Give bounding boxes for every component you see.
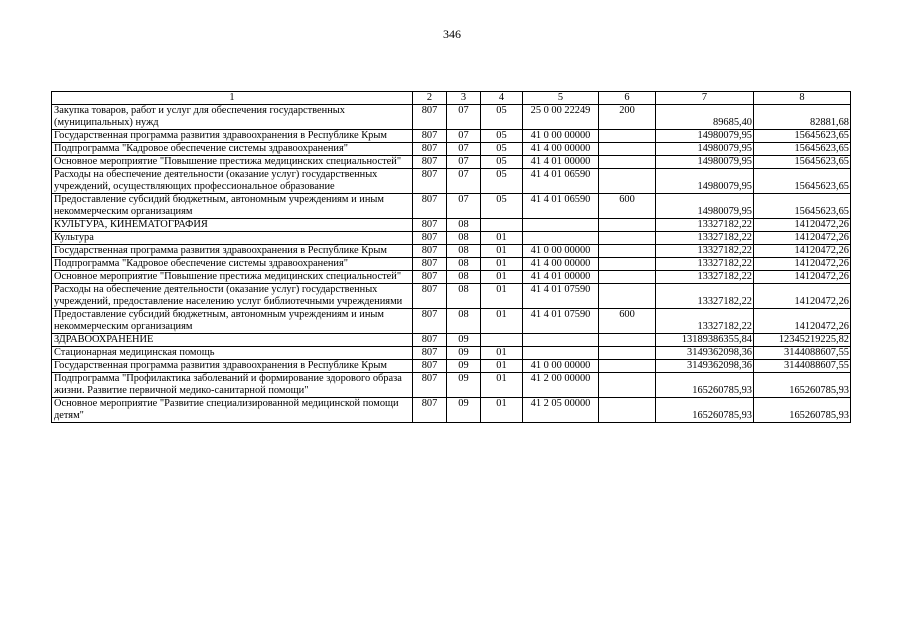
expense-type-cell: [599, 156, 656, 169]
section-cell: 07: [447, 143, 481, 156]
table-row: [52, 219, 851, 232]
expense-type-cell: [599, 347, 656, 360]
header-cell: 8: [754, 92, 851, 105]
amount-year2-cell: 15645623,65: [754, 130, 851, 143]
subsection-cell: 01: [481, 232, 523, 245]
code-cell: 807: [413, 143, 447, 156]
amount-year1-cell: 14980079,95: [656, 143, 754, 156]
amount-year2-cell: 12345219225,82: [754, 334, 851, 347]
section-cell: 08: [447, 219, 481, 232]
amount-year1-cell: 13327182,22: [656, 258, 754, 271]
table-row: [52, 373, 851, 398]
expense-type-cell: [599, 130, 656, 143]
row-name-cell: Государственная программа развития здравоохранения в Республике Крым: [52, 245, 413, 258]
expense-type-cell: 600: [599, 309, 656, 334]
code-cell: 807: [413, 232, 447, 245]
subsection-cell: 05: [481, 169, 523, 194]
amount-year2-cell: 14120472,26: [754, 271, 851, 284]
amount-year2-cell: 14120472,26: [754, 284, 851, 309]
amount-year1-cell: 13327182,22: [656, 232, 754, 245]
code-cell: 807: [413, 219, 447, 232]
expense-type-cell: [599, 258, 656, 271]
amount-year1-cell: 3149362098,36: [656, 360, 754, 373]
amount-year2-cell: 3144088607,55: [754, 347, 851, 360]
table-row: [52, 347, 851, 360]
expense-type-cell: [599, 232, 656, 245]
expense-type-cell: [599, 398, 656, 423]
row-name-cell: Расходы на обеспечение деятельности (оказание услуг) государственных учреждений, предоставление населению услуг библиотечными учреждениями: [52, 284, 413, 309]
header-cell: 4: [481, 92, 523, 105]
row-name-cell: Подпрограмма "Кадровое обеспечение системы здравоохранения": [52, 258, 413, 271]
subsection-cell: 01: [481, 347, 523, 360]
row-name-cell: Подпрограмма "Профилактика заболеваний и формирование здорового образа жизни. Развитие первичной медико-санитарной помощи": [52, 373, 413, 398]
amount-year2-cell: 165260785,93: [754, 373, 851, 398]
amount-year2-cell: 165260785,93: [754, 398, 851, 423]
section-cell: 09: [447, 360, 481, 373]
target-article-cell: 41 4 01 06590: [523, 194, 599, 219]
code-cell: 807: [413, 360, 447, 373]
target-article-cell: [523, 347, 599, 360]
amount-year2-cell: 15645623,65: [754, 169, 851, 194]
code-cell: 807: [413, 130, 447, 143]
header-cell: 3: [447, 92, 481, 105]
subsection-cell: 01: [481, 309, 523, 334]
row-name-cell: Стационарная медицинская помощь: [52, 347, 413, 360]
expense-type-cell: [599, 219, 656, 232]
amount-year1-cell: 13327182,22: [656, 245, 754, 258]
subsection-cell: 05: [481, 143, 523, 156]
amount-year2-cell: 14120472,26: [754, 245, 851, 258]
row-name-cell: Государственная программа развития здравоохранения в Республике Крым: [52, 130, 413, 143]
table-header-row: [52, 92, 851, 105]
page-number: 346: [443, 27, 461, 41]
section-cell: 09: [447, 334, 481, 347]
table-row: [52, 271, 851, 284]
header-cell: 1: [52, 92, 413, 105]
target-article-cell: 41 0 00 00000: [523, 245, 599, 258]
subsection-cell: 05: [481, 194, 523, 219]
row-name-cell: КУЛЬТУРА, КИНЕМАТОГРАФИЯ: [52, 219, 413, 232]
expense-type-cell: [599, 271, 656, 284]
target-article-cell: 41 0 00 00000: [523, 360, 599, 373]
expense-type-cell: [599, 169, 656, 194]
amount-year1-cell: 14980079,95: [656, 156, 754, 169]
subsection-cell: 05: [481, 130, 523, 143]
section-cell: 09: [447, 347, 481, 360]
budget-table: [51, 91, 851, 423]
row-name-cell: Подпрограмма "Кадровое обеспечение системы здравоохранения": [52, 143, 413, 156]
table-row: [52, 398, 851, 423]
section-cell: 07: [447, 105, 481, 130]
row-name-cell: Основное мероприятие "Повышение престижа медицинских специальностей": [52, 271, 413, 284]
row-name-cell: Расходы на обеспечение деятельности (оказание услуг) государственных учреждений, осуществляющих профессиональное образование: [52, 169, 413, 194]
expense-type-cell: [599, 373, 656, 398]
section-cell: 08: [447, 232, 481, 245]
table-body: [52, 92, 851, 423]
amount-year1-cell: 13327182,22: [656, 219, 754, 232]
table-row: [52, 143, 851, 156]
expense-type-cell: [599, 360, 656, 373]
code-cell: 807: [413, 334, 447, 347]
target-article-cell: 41 4 01 06590: [523, 169, 599, 194]
section-cell: 09: [447, 398, 481, 423]
table-row: [52, 284, 851, 309]
target-article-cell: [523, 219, 599, 232]
section-cell: 07: [447, 156, 481, 169]
section-cell: 08: [447, 271, 481, 284]
amount-year1-cell: 165260785,93: [656, 373, 754, 398]
section-cell: 08: [447, 245, 481, 258]
amount-year1-cell: 13189386355,84: [656, 334, 754, 347]
section-cell: 08: [447, 284, 481, 309]
section-cell: 07: [447, 194, 481, 219]
code-cell: 807: [413, 398, 447, 423]
target-article-cell: 41 2 00 00000: [523, 373, 599, 398]
header-cell: 2: [413, 92, 447, 105]
row-name-cell: ЗДРАВООХРАНЕНИЕ: [52, 334, 413, 347]
subsection-cell: [481, 334, 523, 347]
amount-year2-cell: 14120472,26: [754, 232, 851, 245]
row-name-cell: Закупка товаров, работ и услуг для обеспечения государственных (муниципальных) нужд: [52, 105, 413, 130]
amount-year1-cell: 14980079,95: [656, 169, 754, 194]
header-cell: 7: [656, 92, 754, 105]
subsection-cell: 05: [481, 105, 523, 130]
row-name-cell: Основное мероприятие "Развитие специализированной медицинской помощи детям": [52, 398, 413, 423]
code-cell: 807: [413, 245, 447, 258]
subsection-cell: 01: [481, 284, 523, 309]
expense-type-cell: 200: [599, 105, 656, 130]
code-cell: 807: [413, 105, 447, 130]
target-article-cell: 41 4 00 00000: [523, 258, 599, 271]
expense-type-cell: [599, 245, 656, 258]
amount-year2-cell: 14120472,26: [754, 309, 851, 334]
code-cell: 807: [413, 284, 447, 309]
header-cell: 5: [523, 92, 599, 105]
table-row: [52, 194, 851, 219]
code-cell: 807: [413, 156, 447, 169]
subsection-cell: 01: [481, 360, 523, 373]
amount-year1-cell: 165260785,93: [656, 398, 754, 423]
target-article-cell: 41 2 05 00000: [523, 398, 599, 423]
subsection-cell: 01: [481, 398, 523, 423]
subsection-cell: 05: [481, 156, 523, 169]
section-cell: 08: [447, 309, 481, 334]
amount-year1-cell: 14980079,95: [656, 194, 754, 219]
amount-year2-cell: 14120472,26: [754, 258, 851, 271]
amount-year2-cell: 82881,68: [754, 105, 851, 130]
target-article-cell: 41 4 01 00000: [523, 156, 599, 169]
code-cell: 807: [413, 309, 447, 334]
target-article-cell: 25 0 00 22249: [523, 105, 599, 130]
amount-year1-cell: 3149362098,36: [656, 347, 754, 360]
code-cell: 807: [413, 258, 447, 271]
amount-year1-cell: 14980079,95: [656, 130, 754, 143]
amount-year1-cell: 13327182,22: [656, 271, 754, 284]
amount-year2-cell: 15645623,65: [754, 194, 851, 219]
row-name-cell: Культура: [52, 232, 413, 245]
amount-year2-cell: 14120472,26: [754, 219, 851, 232]
code-cell: 807: [413, 271, 447, 284]
target-article-cell: 41 4 01 07590: [523, 309, 599, 334]
row-name-cell: Предоставление субсидий бюджетным, автономным учреждениям и иным некоммерческим организациям: [52, 194, 413, 219]
table-row: [52, 309, 851, 334]
expense-type-cell: [599, 284, 656, 309]
table-row: [52, 169, 851, 194]
amount-year1-cell: 89685,40: [656, 105, 754, 130]
subsection-cell: 01: [481, 271, 523, 284]
code-cell: 807: [413, 194, 447, 219]
header-cell: 6: [599, 92, 656, 105]
table-row: [52, 105, 851, 130]
target-article-cell: [523, 232, 599, 245]
amount-year2-cell: 3144088607,55: [754, 360, 851, 373]
table-row: [52, 334, 851, 347]
table-row: [52, 232, 851, 245]
subsection-cell: [481, 219, 523, 232]
table-row: [52, 245, 851, 258]
code-cell: 807: [413, 373, 447, 398]
subsection-cell: 01: [481, 373, 523, 398]
amount-year1-cell: 13327182,22: [656, 309, 754, 334]
table-row: [52, 258, 851, 271]
amount-year2-cell: 15645623,65: [754, 156, 851, 169]
row-name-cell: Основное мероприятие "Повышение престижа медицинских специальностей": [52, 156, 413, 169]
table-row: [52, 360, 851, 373]
subsection-cell: 01: [481, 245, 523, 258]
row-name-cell: Государственная программа развития здравоохранения в Республике Крым: [52, 360, 413, 373]
target-article-cell: 41 0 00 00000: [523, 130, 599, 143]
subsection-cell: 01: [481, 258, 523, 271]
target-article-cell: 41 4 01 07590: [523, 284, 599, 309]
section-cell: 07: [447, 130, 481, 143]
expense-type-cell: [599, 334, 656, 347]
section-cell: 08: [447, 258, 481, 271]
target-article-cell: 41 4 01 00000: [523, 271, 599, 284]
expense-type-cell: [599, 143, 656, 156]
table-row: [52, 130, 851, 143]
code-cell: 807: [413, 169, 447, 194]
section-cell: 09: [447, 373, 481, 398]
target-article-cell: [523, 334, 599, 347]
amount-year1-cell: 13327182,22: [656, 284, 754, 309]
code-cell: 807: [413, 347, 447, 360]
section-cell: 07: [447, 169, 481, 194]
expense-type-cell: 600: [599, 194, 656, 219]
table-row: [52, 156, 851, 169]
amount-year2-cell: 15645623,65: [754, 143, 851, 156]
target-article-cell: 41 4 00 00000: [523, 143, 599, 156]
row-name-cell: Предоставление субсидий бюджетным, автономным учреждениям и иным некоммерческим организациям: [52, 309, 413, 334]
